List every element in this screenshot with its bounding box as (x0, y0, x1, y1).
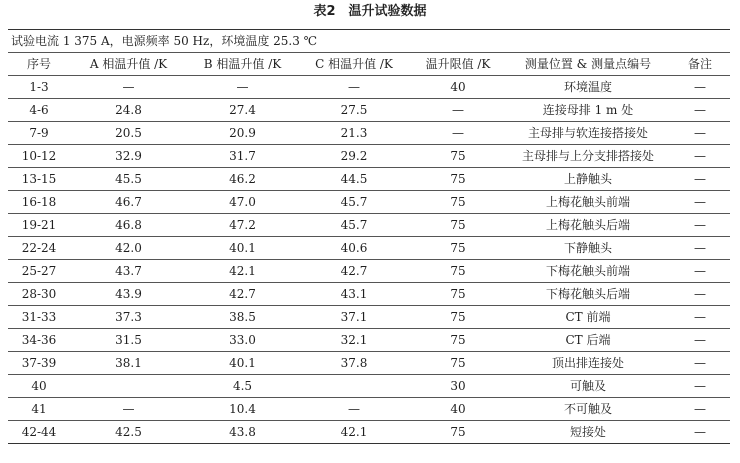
cell-phase-b: 43.8 (187, 421, 298, 444)
cell-location: 可触及 (506, 375, 670, 398)
cell-phase-c: 45.7 (298, 214, 410, 237)
cell-index: 13-15 (8, 168, 70, 191)
column-header-location: 测量位置 & 测量点编号 (506, 53, 670, 76)
table-row (8, 99, 730, 122)
cell-phase-a: 46.8 (70, 214, 187, 237)
cell-index: 1-3 (8, 76, 70, 99)
cell-phase-b: 38.5 (187, 306, 298, 329)
cell-phase-a: 31.5 (70, 329, 187, 352)
cell-phase-c: — (298, 76, 410, 99)
cell-phase-c: 21.3 (298, 122, 410, 145)
cell-limit: — (410, 122, 506, 145)
table-row (8, 237, 730, 260)
cell-location: 不可触及 (506, 398, 670, 421)
table-row (8, 122, 730, 145)
cell-phase-a: 42.0 (70, 237, 187, 260)
cell-remark: — (670, 329, 730, 352)
cell-location: 上梅花触头前端 (506, 191, 670, 214)
test-condition-row (8, 30, 730, 53)
cell-phase-c: 27.5 (298, 99, 410, 122)
cell-index: 19-21 (8, 214, 70, 237)
cell-phase-a: — (70, 398, 187, 421)
cell-remark: — (670, 168, 730, 191)
cell-limit: 75 (410, 260, 506, 283)
table-row (8, 168, 730, 191)
column-header-index: 序号 (8, 53, 70, 76)
temperature-rise-table (8, 29, 730, 444)
column-header-limit: 温升限值 /K (410, 53, 506, 76)
cell-index: 42-44 (8, 421, 70, 444)
cell-phase-c: 29.2 (298, 145, 410, 168)
column-header-remark: 备注 (670, 53, 730, 76)
cell-limit: 75 (410, 421, 506, 444)
cell-location: 主母排与软连接搭接处 (506, 122, 670, 145)
column-header-phase-c: C 相温升值 /K (298, 53, 410, 76)
cell-limit: 75 (410, 168, 506, 191)
cell-remark: — (670, 421, 730, 444)
table-row (8, 76, 730, 99)
table-row (8, 145, 730, 168)
cell-remark: — (670, 145, 730, 168)
cell-remark: — (670, 375, 730, 398)
cell-phase-c: 42.7 (298, 260, 410, 283)
cell-phase-b: 20.9 (187, 122, 298, 145)
cell-remark: — (670, 76, 730, 99)
cell-index: 4-6 (8, 99, 70, 122)
cell-phase-b: 42.1 (187, 260, 298, 283)
cell-limit: 75 (410, 306, 506, 329)
cell-phase-a: 43.9 (70, 283, 187, 306)
cell-remark: — (670, 306, 730, 329)
cell-phase-b: 47.2 (187, 214, 298, 237)
cell-limit: 40 (410, 76, 506, 99)
cell-phase-a: 32.9 (70, 145, 187, 168)
cell-location: 上静触头 (506, 168, 670, 191)
cell-remark: — (670, 99, 730, 122)
cell-phase-c: 44.5 (298, 168, 410, 191)
cell-phase-a: 37.3 (70, 306, 187, 329)
cell-remark: — (670, 283, 730, 306)
cell-limit: 75 (410, 214, 506, 237)
cell-phase-b: 40.1 (187, 352, 298, 375)
cell-phase-c: — (298, 398, 410, 421)
cell-location: 主母排与上分支排搭接处 (506, 145, 670, 168)
cell-index: 16-18 (8, 191, 70, 214)
table-title: 表2 温升试验数据 (313, 4, 427, 19)
cell-index: 40 (8, 375, 70, 398)
cell-remark: — (670, 191, 730, 214)
cell-location: 顶出排连接处 (506, 352, 670, 375)
table-row (8, 191, 730, 214)
cell-limit: — (410, 99, 506, 122)
cell-limit: 75 (410, 283, 506, 306)
cell-location: 环境温度 (506, 76, 670, 99)
cell-location: 连接母排 1 m 处 (506, 99, 670, 122)
cell-remark: — (670, 398, 730, 421)
cell-phase-a: 38.1 (70, 352, 187, 375)
cell-phase-c: 37.1 (298, 306, 410, 329)
cell-phase-b: 27.4 (187, 99, 298, 122)
cell-location: 下静触头 (506, 237, 670, 260)
table-row (8, 214, 730, 237)
table-row (8, 306, 730, 329)
cell-index: 10-12 (8, 145, 70, 168)
cell-phase-a: 20.5 (70, 122, 187, 145)
table-row (8, 352, 730, 375)
table-row (8, 375, 730, 398)
cell-phase-a: 43.7 (70, 260, 187, 283)
cell-limit: 75 (410, 237, 506, 260)
cell-phase-c: 37.8 (298, 352, 410, 375)
cell-location: 短接处 (506, 421, 670, 444)
temperature-rise-table-container (8, 29, 730, 444)
cell-index: 31-33 (8, 306, 70, 329)
cell-phase-c: 32.1 (298, 329, 410, 352)
column-header-phase-a: A 相温升值 /K (70, 53, 187, 76)
cell-index: 34-36 (8, 329, 70, 352)
test-condition-text: 试验电流 1 375 A，电源频率 50 Hz，环境温度 25.3 ℃ (8, 30, 730, 53)
cell-phase-b: 47.0 (187, 191, 298, 214)
cell-phase-a: 42.5 (70, 421, 187, 444)
cell-remark: — (670, 214, 730, 237)
cell-phase-c: 43.1 (298, 283, 410, 306)
cell-remark: — (670, 237, 730, 260)
cell-location: 下梅花触头后端 (506, 283, 670, 306)
table-row (8, 283, 730, 306)
cell-limit: 40 (410, 398, 506, 421)
cell-phase-b: 42.7 (187, 283, 298, 306)
cell-index: 37-39 (8, 352, 70, 375)
table-body (8, 76, 730, 444)
cell-phase-a (70, 375, 187, 398)
table-row (8, 421, 730, 444)
cell-phase-a: — (70, 76, 187, 99)
cell-location: 上梅花触头后端 (506, 214, 670, 237)
cell-location: 下梅花触头前端 (506, 260, 670, 283)
table-row (8, 398, 730, 421)
cell-phase-b: 46.2 (187, 168, 298, 191)
cell-index: 28-30 (8, 283, 70, 306)
cell-phase-b: — (187, 76, 298, 99)
cell-remark: — (670, 122, 730, 145)
cell-phase-a: 46.7 (70, 191, 187, 214)
cell-phase-c: 40.6 (298, 237, 410, 260)
cell-limit: 75 (410, 145, 506, 168)
cell-phase-b: 10.4 (187, 398, 298, 421)
cell-phase-c: 45.7 (298, 191, 410, 214)
cell-limit: 75 (410, 352, 506, 375)
cell-location: CT 前端 (506, 306, 670, 329)
cell-phase-b: 40.1 (187, 237, 298, 260)
header-row (8, 53, 730, 76)
cell-limit: 75 (410, 191, 506, 214)
cell-remark: — (670, 260, 730, 283)
table-row (8, 329, 730, 352)
cell-phase-b: 4.5 (187, 375, 298, 398)
column-header-phase-b: B 相温升值 /K (187, 53, 298, 76)
cell-index: 7-9 (8, 122, 70, 145)
cell-remark: — (670, 352, 730, 375)
cell-limit: 75 (410, 329, 506, 352)
cell-phase-a: 24.8 (70, 99, 187, 122)
cell-index: 41 (8, 398, 70, 421)
table-row (8, 260, 730, 283)
cell-phase-c: 42.1 (298, 421, 410, 444)
cell-phase-c (298, 375, 410, 398)
cell-phase-a: 45.5 (70, 168, 187, 191)
cell-location: CT 后端 (506, 329, 670, 352)
cell-phase-b: 33.0 (187, 329, 298, 352)
cell-index: 22-24 (8, 237, 70, 260)
cell-phase-b: 31.7 (187, 145, 298, 168)
cell-limit: 30 (410, 375, 506, 398)
cell-index: 25-27 (8, 260, 70, 283)
